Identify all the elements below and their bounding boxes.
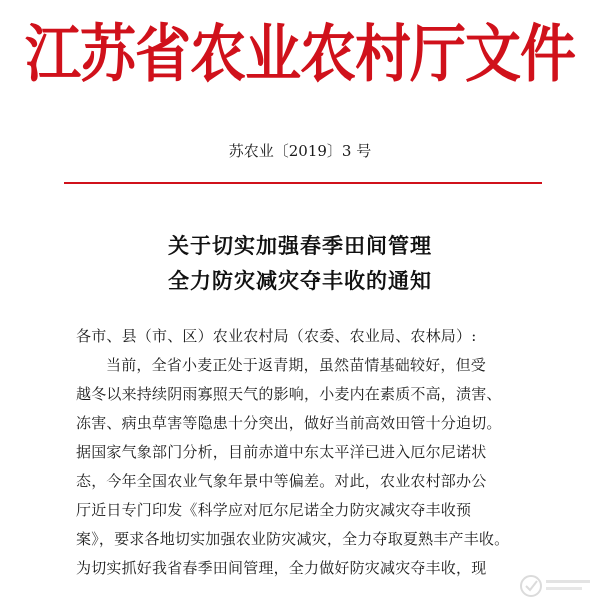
- body-line: 为切实抓好我省春季田间管理，全力做好防灾减灾夺丰收，现: [76, 559, 487, 577]
- notice-title: [0, 229, 600, 299]
- title-line-1: 关于切实加强春季田间管理: [168, 234, 432, 258]
- body-line: 厅近日专门印发《科学应对厄尔尼诺全力防灾减灾夺丰收预: [76, 501, 472, 519]
- addressee-line: 各市、县（市、区）农业农村局（农委、农业局、农林局）:: [76, 327, 477, 345]
- title-line-2: 全力防灾减灾夺丰收的通知: [168, 269, 432, 293]
- issuer-header: 江苏省农业农村厅文件: [25, 17, 575, 92]
- document-number: 苏农业〔2019〕3 号: [228, 142, 372, 160]
- notice-body: [76, 322, 581, 583]
- red-divider-line: [64, 182, 542, 184]
- body-line: 当前，全省小麦正处于返青期，虽然苗情基础较好，但受: [106, 356, 487, 374]
- watermark-logo-icon: [518, 571, 594, 601]
- body-line: 态，今年全国农业气象年景中等偏差。对此，农业农村部办公: [76, 472, 487, 490]
- body-line: 冻害、病虫草害等隐患十分突出，做好当前高效田管十分迫切。: [76, 414, 502, 432]
- body-line: 案》，要求各地切实加强农业防灾减灾，全力夺取夏熟丰产丰收。: [76, 530, 510, 548]
- body-line: 越冬以来持续阴雨寡照天气的影响，小麦内在素质不高，渍害、: [76, 385, 502, 403]
- body-line: 据国家气象部门分析，目前赤道中东太平洋已进入厄尔尼诺状: [76, 443, 487, 461]
